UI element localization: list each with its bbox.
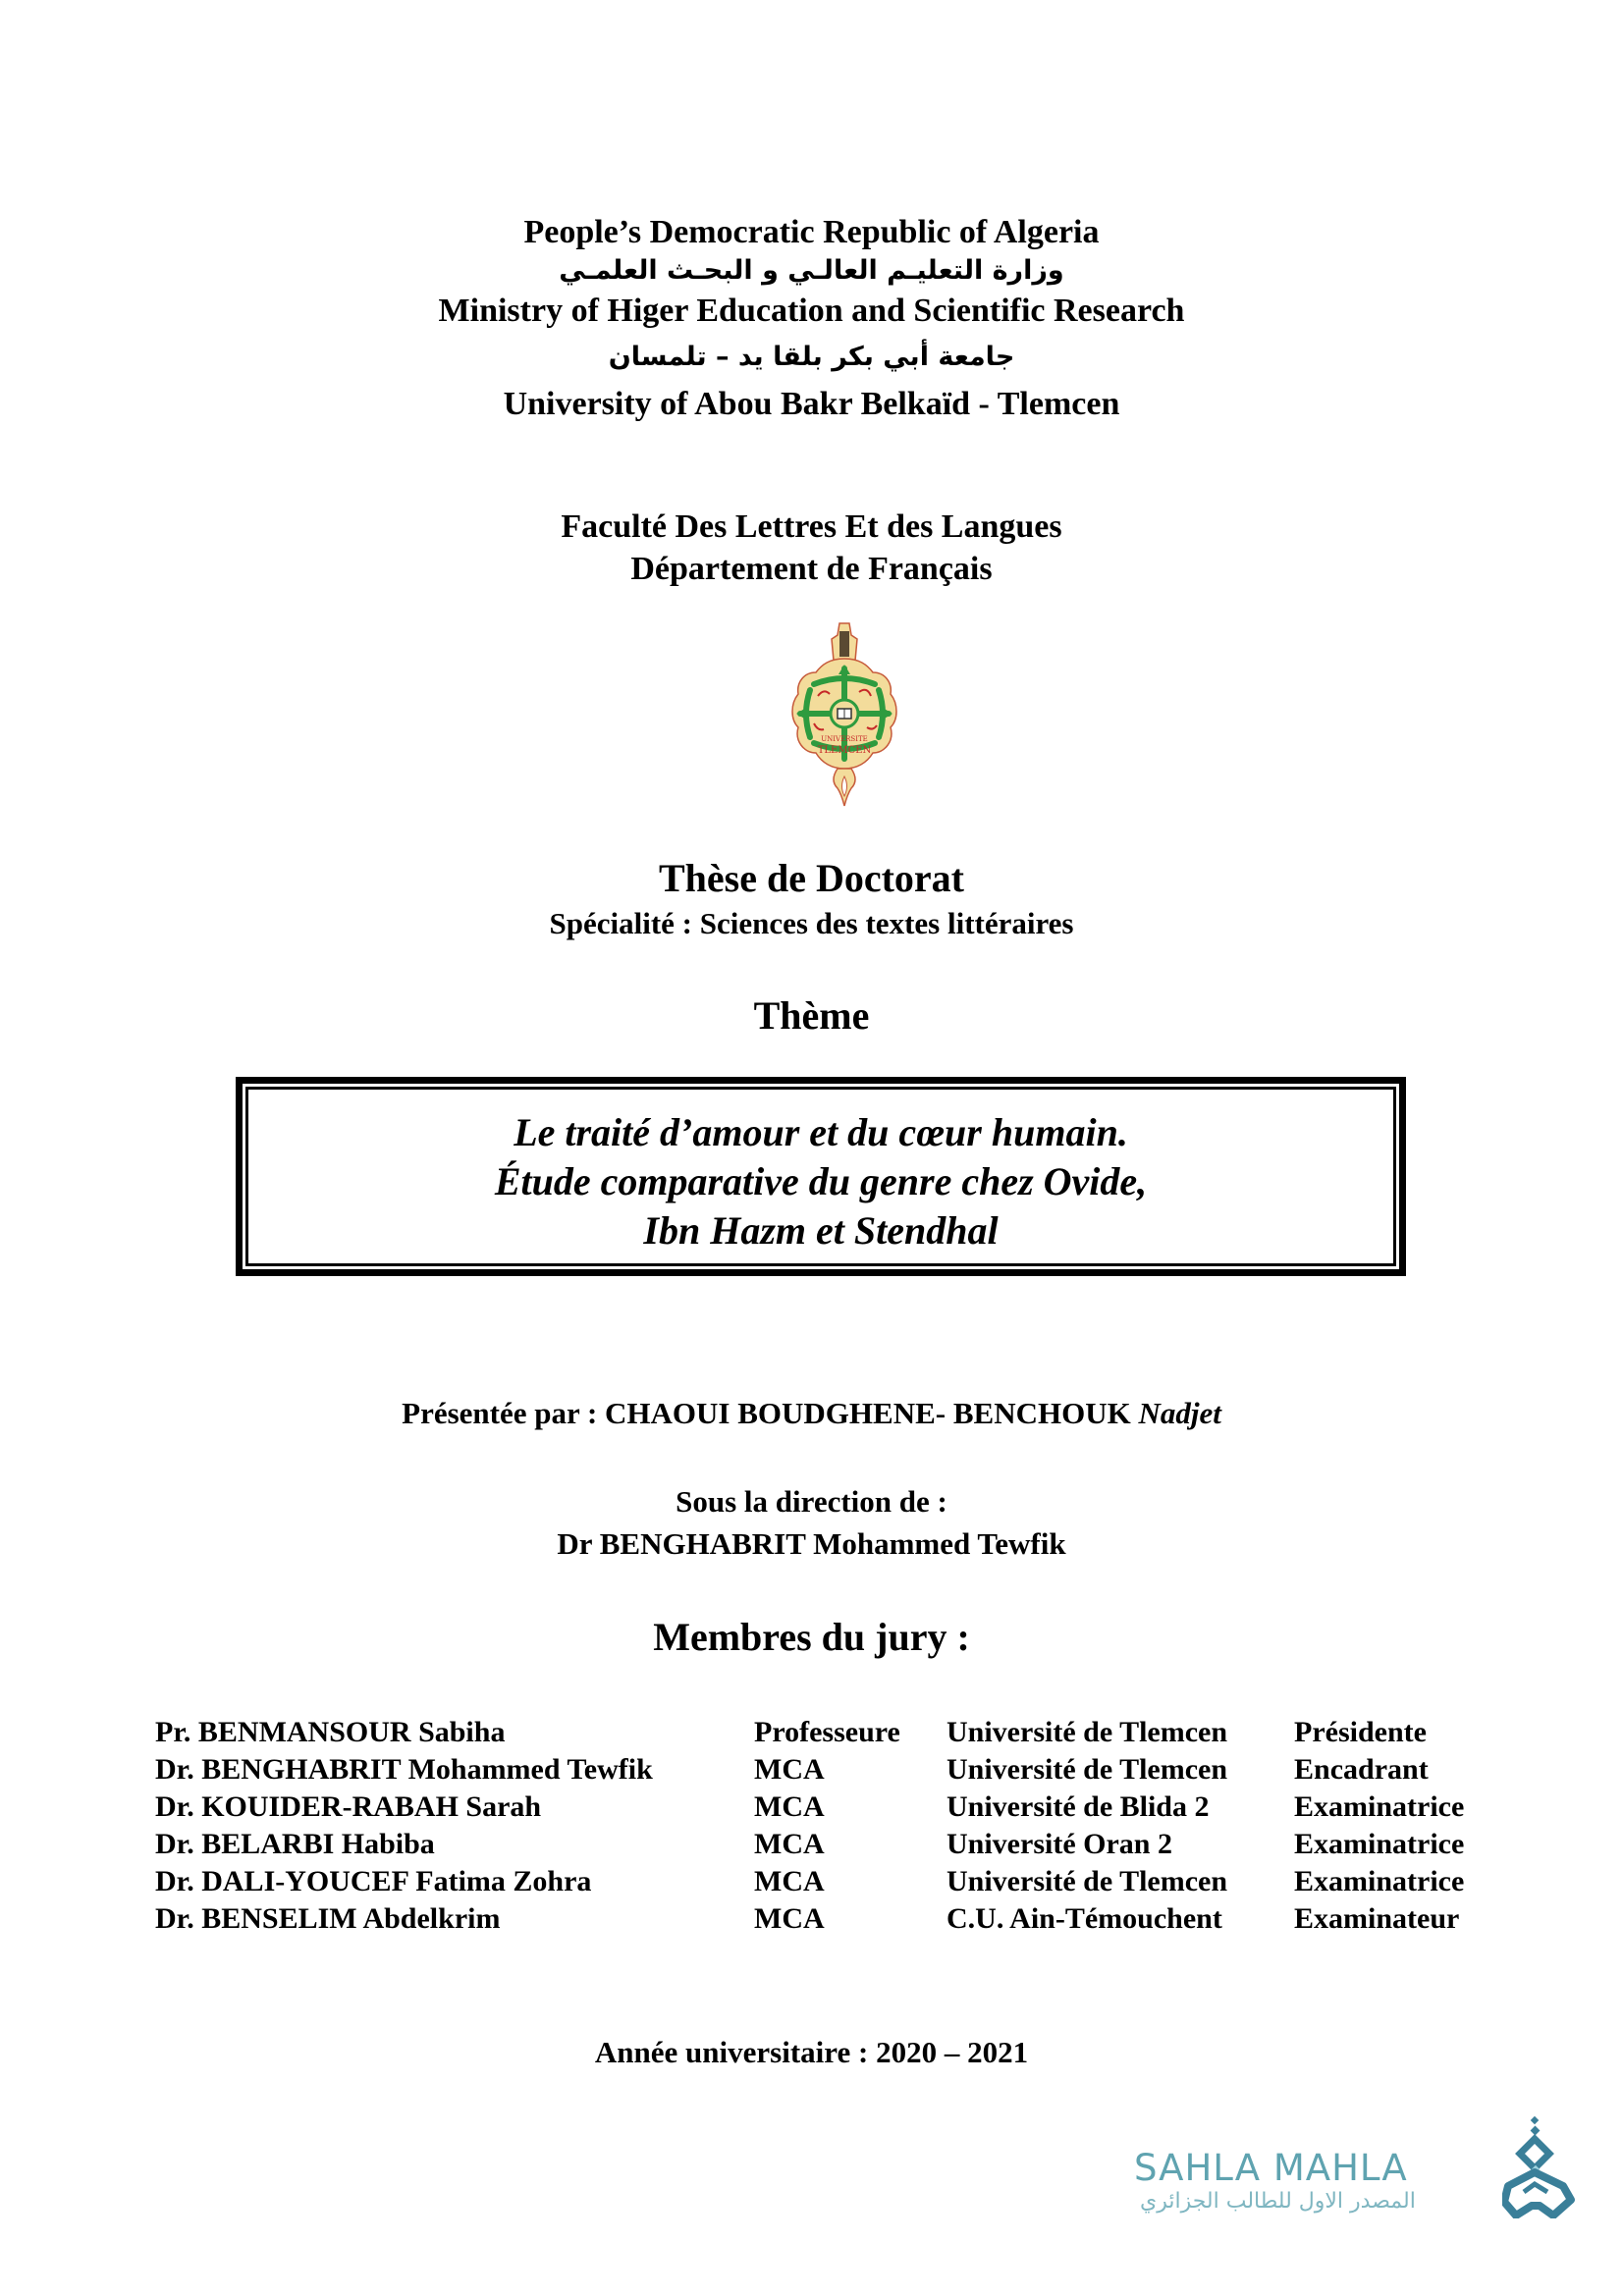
university-crest-icon bbox=[788, 621, 900, 808]
jury-member-name: Dr. DALI-YOUCEF Fatima Zohra bbox=[155, 1865, 592, 1897]
country-line: People’s Democratic Republic of Algeria bbox=[523, 214, 1100, 250]
presenter-line bbox=[0, 1398, 1623, 1428]
jury-member-grade: MCA bbox=[754, 1828, 825, 1860]
supervision-label: Sous la direction de : bbox=[676, 1484, 947, 1519]
svg-text:TLEMCEN: TLEMCEN bbox=[817, 745, 872, 756]
presenter-first-name: Nadjet bbox=[1138, 1396, 1221, 1430]
jury-member-institution: Université de Blida 2 bbox=[947, 1790, 1210, 1823]
jury-heading: Membres du jury : bbox=[653, 1615, 970, 1659]
theme-label: Thème bbox=[753, 993, 870, 1038]
ministry-arabic-line: وزارة التعليـم العالـي و البحـث العلمـي bbox=[559, 255, 1064, 286]
thesis-title-line-2: Étude comparative du genre chez Ovide, bbox=[494, 1159, 1148, 1203]
jury-member-institution: Université de Tlemcen bbox=[947, 1753, 1228, 1786]
presenter-label: Présentée par : CHAOUI BOUDGHENE- BENCHOUK bbox=[402, 1396, 1131, 1430]
jury-member-grade: MCA bbox=[754, 1790, 825, 1823]
jury-member-role: Examinatrice bbox=[1294, 1865, 1465, 1897]
thesis-title-box bbox=[236, 1077, 1406, 1276]
thesis-specialty: Spécialité : Sciences des textes littéraires bbox=[549, 906, 1074, 940]
thesis-title-line-3: Ibn Hazm et Stendhal bbox=[643, 1208, 999, 1253]
watermark-brand: SAHLA MAHLA bbox=[1134, 2147, 1408, 2189]
ministry-line: Ministry of Higer Education and Scientific Research bbox=[438, 293, 1185, 329]
jury-member-institution: Université Oran 2 bbox=[947, 1828, 1172, 1860]
watermark-tagline: المصدر الاول للطالب الجزائري bbox=[1140, 2189, 1416, 2214]
svg-text:UNIVERSITE: UNIVERSITE bbox=[821, 735, 868, 743]
faculty-name: Faculté Des Lettres Et des Langues bbox=[561, 508, 1062, 545]
jury-member-grade: MCA bbox=[754, 1865, 825, 1897]
jury-member-institution: Université de Tlemcen bbox=[947, 1716, 1228, 1748]
jury-member-role: Présidente bbox=[1294, 1716, 1427, 1748]
academic-year: Année universitaire : 2020 – 2021 bbox=[594, 2035, 1029, 2069]
university-line: University of Abou Bakr Belkaïd - Tlemcen bbox=[503, 386, 1120, 422]
sahla-mahla-emblem-icon bbox=[1502, 2115, 1576, 2218]
supervisor-name: Dr BENGHABRIT Mohammed Tewfik bbox=[557, 1526, 1066, 1561]
jury-member-role: Examinatrice bbox=[1294, 1828, 1465, 1860]
jury-member-role: Encadrant bbox=[1294, 1753, 1429, 1786]
jury-member-role: Examinateur bbox=[1294, 1902, 1460, 1935]
university-arabic-line: جامعة أبي بكر بلقا يد – تلمسان bbox=[608, 342, 1015, 372]
jury-member-name: Dr. KOUIDER-RABAH Sarah bbox=[155, 1790, 542, 1823]
jury-member-grade: Professeure bbox=[754, 1716, 900, 1748]
jury-member-name: Dr. BENGHABRIT Mohammed Tewfik bbox=[155, 1753, 653, 1786]
jury-member-name: Pr. BENMANSOUR Sabiha bbox=[155, 1716, 506, 1748]
jury-member-role: Examinatrice bbox=[1294, 1790, 1465, 1823]
thesis-title-line-1: Le traité d’amour et du cœur humain. bbox=[514, 1110, 1128, 1154]
department-name: Département de Français bbox=[630, 551, 993, 587]
jury-member-grade: MCA bbox=[754, 1753, 825, 1786]
jury-member-grade: MCA bbox=[754, 1902, 825, 1935]
jury-member-name: Dr. BELARBI Habiba bbox=[155, 1828, 435, 1860]
thesis-type: Thèse de Doctorat bbox=[658, 856, 965, 900]
jury-member-institution: C.U. Ain-Témouchent bbox=[947, 1902, 1222, 1935]
jury-member-institution: Université de Tlemcen bbox=[947, 1865, 1228, 1897]
jury-member-name: Dr. BENSELIM Abdelkrim bbox=[155, 1902, 501, 1935]
